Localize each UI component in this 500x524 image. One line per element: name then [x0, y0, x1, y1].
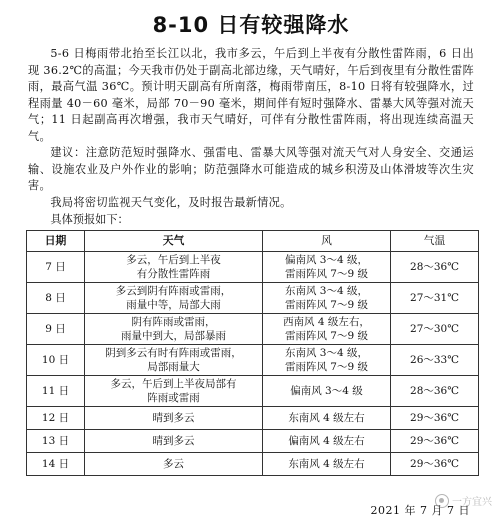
cell-wind: [263, 314, 391, 345]
wind-line: 东南风 3～4 级，: [284, 285, 369, 297]
cell-wind: [263, 430, 391, 453]
wind-line: 偏南风 3～4 级，: [284, 254, 369, 266]
cell-wind: [263, 407, 391, 430]
cell-date: 9 日: [27, 314, 85, 345]
wind-line: 雷雨阵风 7～9 级: [284, 361, 369, 373]
weather-line: 阴到多云有时有阵雨或雷雨，: [105, 347, 242, 359]
table-header-row: [27, 231, 479, 252]
weather-line: 多云到阴有阵雨或雷雨，: [115, 285, 232, 297]
watermark-logo-icon: [435, 494, 449, 508]
forecast-table: [26, 230, 479, 476]
wind-line: 东南风 4 级左右: [288, 458, 365, 470]
cell-temperature: 26～33℃: [391, 345, 479, 376]
cell-weather: [85, 252, 263, 283]
cell-weather: [85, 283, 263, 314]
cell-weather: [85, 345, 263, 376]
wind-line: 西南风 4 级左右，: [283, 316, 370, 328]
document-title: 8-10 日有较强降水: [152, 13, 350, 37]
cell-temperature: 29～36℃: [391, 407, 479, 430]
cell-wind: [263, 453, 391, 476]
paragraph-advice: 建议：注意防范短时强降水、强雷电、雷暴大风等强对流天气对人身安全、交通运输、设施农业及户外作业的影响；防范强降水可能造成的城乡积涝及山体滑坡等次生灾害。: [28, 146, 474, 192]
cell-date: 10 日: [27, 345, 85, 376]
table-row: [27, 345, 479, 376]
table-intro: 具体预报如下：: [50, 213, 129, 226]
cell-weather: [85, 376, 263, 407]
wind-line: 偏南风 4 级左右: [288, 435, 365, 447]
header-temperature: 气温: [391, 231, 479, 252]
weather-line: 局部雨量大: [147, 361, 200, 373]
cell-temperature: 28～36℃: [391, 376, 479, 407]
cell-wind: [263, 283, 391, 314]
cell-weather: [85, 430, 263, 453]
cell-wind: [263, 345, 391, 376]
cell-weather: [85, 407, 263, 430]
header-wind: 风: [263, 231, 391, 252]
table-row: [27, 252, 479, 283]
weather-line: 晴到多云: [152, 435, 195, 447]
cell-date: 13 日: [27, 430, 85, 453]
wind-line: 偏南风 3～4 级: [290, 385, 363, 397]
wind-line: 雷雨阵风 7～9 级: [284, 299, 369, 311]
table-row: [27, 453, 479, 476]
watermark-text: 一方宜兴: [452, 497, 492, 508]
footer-date: 2021 年 7 月 7 日: [370, 504, 470, 517]
cell-date: 11 日: [27, 376, 85, 407]
header-date: 日期: [27, 231, 85, 252]
watermark: [435, 493, 492, 508]
cell-date: 14 日: [27, 453, 85, 476]
weather-line: 多云: [163, 458, 184, 470]
wind-line: 雷雨阵风 7～9 级: [284, 268, 369, 280]
cell-temperature: 28～36℃: [391, 252, 479, 283]
weather-line: 多云，午后到上半夜局部有: [110, 378, 237, 390]
cell-wind: [263, 376, 391, 407]
wind-line: 东南风 4 级左右: [288, 412, 365, 424]
wind-line: 雷雨阵风 7～9 级: [284, 330, 369, 342]
weather-line: 阵雨或雷雨: [147, 392, 200, 404]
table-row: [27, 376, 479, 407]
header-weather: 天气: [85, 231, 263, 252]
cell-temperature: 29～36℃: [391, 453, 479, 476]
cell-date: 8 日: [27, 283, 85, 314]
table-row: [27, 407, 479, 430]
cell-date: 12 日: [27, 407, 85, 430]
cell-temperature: 27～30℃: [391, 314, 479, 345]
cell-date: 7 日: [27, 252, 85, 283]
cell-weather: [85, 314, 263, 345]
table-row: [27, 283, 479, 314]
weather-line: 有分散性雷阵雨: [136, 268, 211, 280]
paragraph-monitoring: 我局将密切监视天气变化，及时报告最新情况。: [50, 195, 292, 209]
weather-line: 雨量中到大，局部暴雨: [121, 330, 226, 342]
cell-wind: [263, 252, 391, 283]
table-row: [27, 314, 479, 345]
table-row: [27, 430, 479, 453]
wind-line: 东南风 3～4 级，: [284, 347, 369, 359]
weather-line: 阴有阵雨或雷雨，: [131, 316, 216, 328]
weather-line: 晴到多云: [152, 412, 195, 424]
weather-line: 多云，午后到上半夜: [126, 254, 221, 266]
weather-line: 雨量中等，局部大雨: [126, 299, 221, 311]
cell-temperature: 29～36℃: [391, 430, 479, 453]
cell-temperature: 27～31℃: [391, 283, 479, 314]
paragraph-forecast-summary: 5-6 日梅雨带北抬至长江以北，我市多云，午后到上半夜有分散性雷阵雨，6 日出现 36.2℃的高温；今天我市仍处于副高北部边缘，天气晴好，午后到夜里有分散性雷阵雨，最高气温 36℃。预计明天副高有所南落，梅雨带南压，8-10 日将有较强降水，过程雨量 40－60 毫米，局部 70－90 毫米，期间伴有短时强降水、雷暴大风等强对流天气；11 日起副高再次增强，我市天气晴好，可伴有分散性雷阵雨，将出现连续高温天气。: [28, 47, 474, 143]
cell-weather: [85, 453, 263, 476]
